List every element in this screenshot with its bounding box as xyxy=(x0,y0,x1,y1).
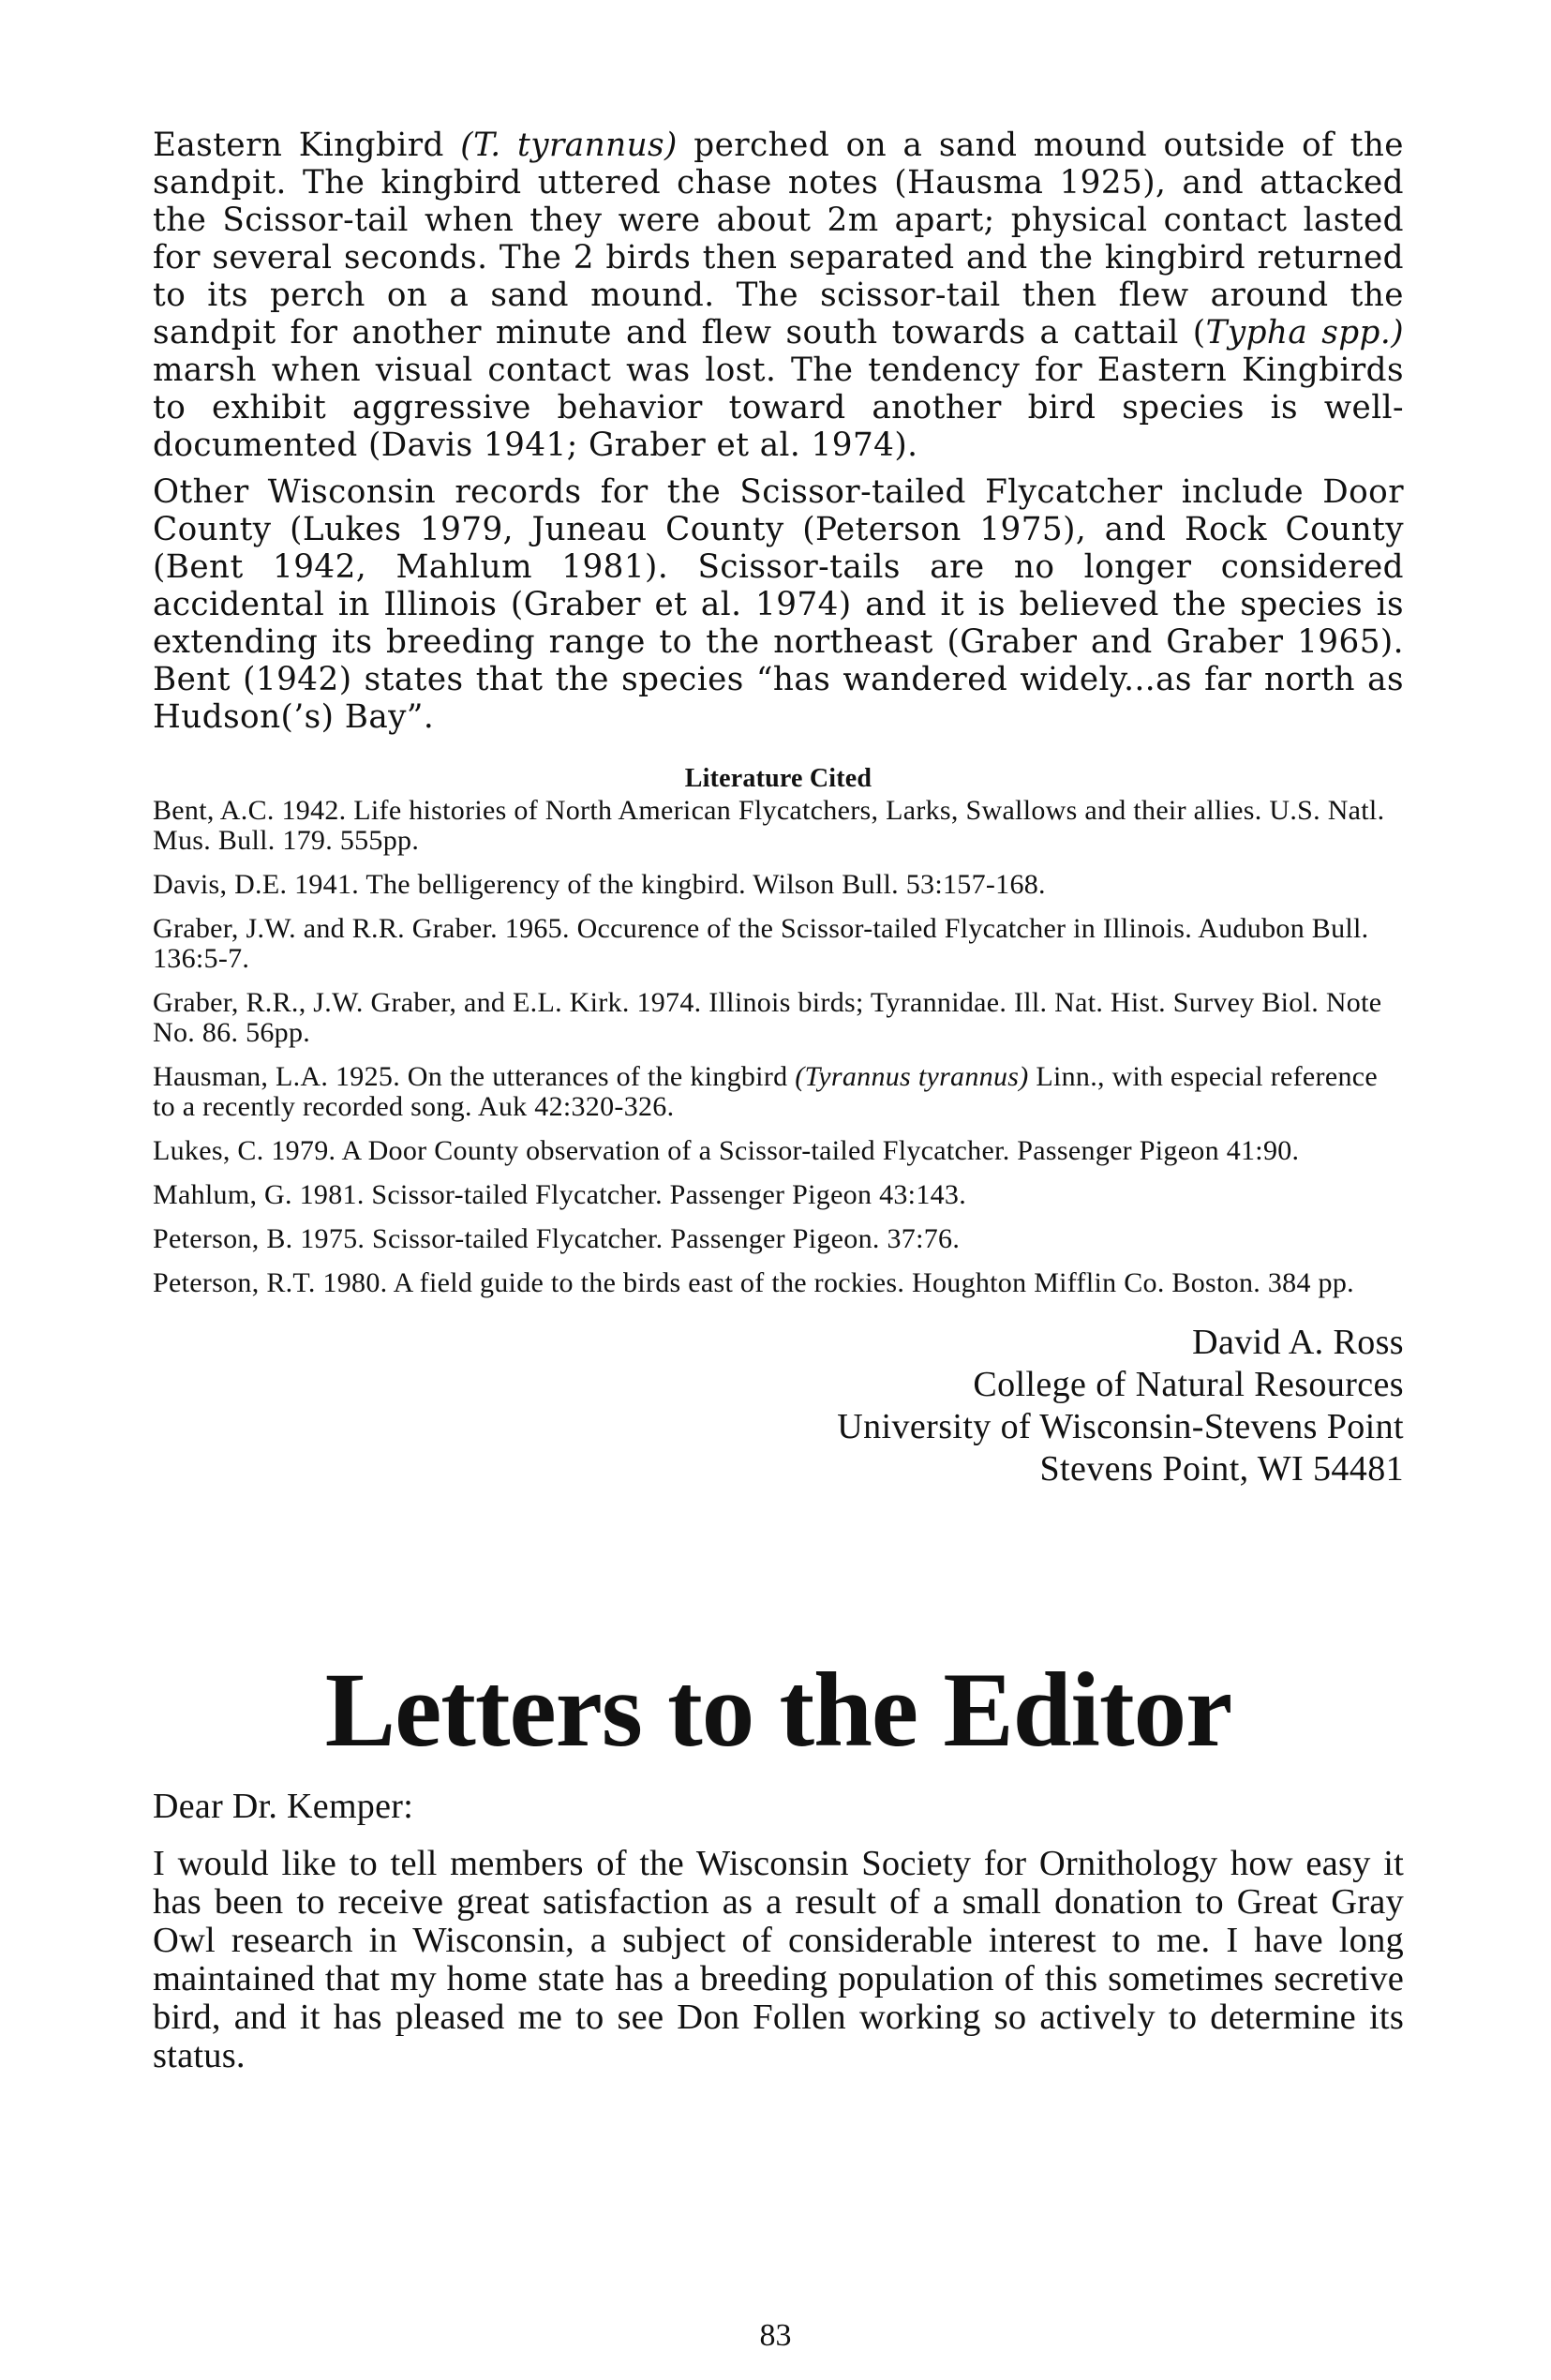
author-address: Stevens Point, WI 54481 xyxy=(1039,1449,1404,1489)
author-institution: University of Wisconsin-Stevens Point xyxy=(837,1407,1404,1446)
reference-graber-1965: Graber, J.W. and R.R. Graber. 1965. Occurence of the Scissor-tailed Flycatcher in Illinois. Audubon Bull. 136:5-7. xyxy=(153,913,1369,974)
hausman-italic-species: (Tyrannus tyrannus) xyxy=(795,1061,1029,1092)
reference-list xyxy=(153,796,1404,1298)
author-department: College of Natural Resources xyxy=(973,1365,1404,1404)
reference-lukes-1979: Lukes, C. 1979. A Door County observation of a Scissor-tailed Flycatcher. Passenger Pigeon 41:90. xyxy=(153,1135,1300,1166)
reference-peterson-1975: Peterson, B. 1975. Scissor-tailed Flycatcher. Passenger Pigeon. 37:76. xyxy=(153,1223,961,1254)
hausman-text-b: Linn., with especial reference to a recently recorded song. Auk 42:320-326. xyxy=(153,1061,1378,1122)
reference-davis-1941: Davis, D.E. 1941. The belligerency of the kingbird. Wilson Bull. 53:157-168. xyxy=(153,869,1046,900)
author-signature-block xyxy=(153,1322,1404,1490)
reference-hausman-1925 xyxy=(153,1062,1404,1122)
letter-body-paragraph: I would like to tell members of the Wisconsin Society for Ornithology how easy it has been to receive great satisfaction as a result of a small donation to Great Gray Owl research in Wisconsin, a subject of considerable interest to me. I have long maintained that my home state has a breeding population of this sometimes secretive bird, and it has pleased me to see Don Follen working so actively to determine its status. xyxy=(153,1844,1404,2075)
reference-bent-1942: Bent, A.C. 1942. Life histories of North American Flycatchers, Larks, Swallows and their allies. U.S. Natl. Mus. Bull. 179. 555pp. xyxy=(153,795,1385,856)
letters-section-title: Letters to the Editor xyxy=(324,1652,1232,1769)
page-content xyxy=(153,127,1404,2112)
letter-salutation: Dear Dr. Kemper: xyxy=(153,1787,414,1826)
page-number: 83 xyxy=(759,2318,792,2353)
article-paragraph-1 xyxy=(153,127,1404,464)
hausman-text-a: Hausman, L.A. 1925. On the utterances of the kingbird xyxy=(153,1061,796,1092)
author-name: David A. Ross xyxy=(1192,1323,1404,1362)
article-paragraph-2: Other Wisconsin records for the Scissor-tailed Flycatcher include Door County (Lukes 1979, Juneau County (Peterson 1975), and Rock County (Bent 1942, Mahlum 1981). Scissor-tails are no longer considered accidental in Illinois (Graber et al. 1974) and it is believed the species is extending its breeding range to the northeast (Graber and Graber 1965). Bent (1942) states that the species “has wandered widely...as far north as Hudson(’s) Bay”. xyxy=(153,473,1404,736)
p1-text-b: perched on a sand mound outside of the sandpit. The kingbird uttered chase notes (Hausma 1925), and attacked the Scissor-tail when they were about 2m apart; physical contact lasted for several seconds. The 2 birds then separated and the kingbird returned to its perch on a sand mound. The scissor-tail then flew around the sandpit for another minute and flew south towards a cattail ( xyxy=(153,127,1404,352)
p1-italic-typha: Typha spp.) xyxy=(1205,314,1404,352)
reference-mahlum-1981: Mahlum, G. 1981. Scissor-tailed Flycatcher. Passenger Pigeon 43:143. xyxy=(153,1179,967,1210)
literature-cited-heading: Literature Cited xyxy=(684,764,872,793)
p1-text-c: marsh when visual contact was lost. The tendency for Eastern Kingbirds to exhibit aggressive behavior toward another bird species is well-documented (Davis 1941; Graber et al. 1974). xyxy=(153,352,1404,464)
p1-text-a: Eastern Kingbird xyxy=(153,127,461,164)
p1-italic-species: (T. tyrannus) xyxy=(460,127,678,164)
reference-graber-1974: Graber, R.R., J.W. Graber, and E.L. Kirk. 1974. Illinois birds; Tyrannidae. Ill. Nat. Hist. Survey Biol. Note No. 86. 56pp. xyxy=(153,987,1382,1048)
reference-peterson-1980: Peterson, R.T. 1980. A field guide to the birds east of the rockies. Houghton Mifflin Co. Boston. 384 pp. xyxy=(153,1267,1354,1298)
